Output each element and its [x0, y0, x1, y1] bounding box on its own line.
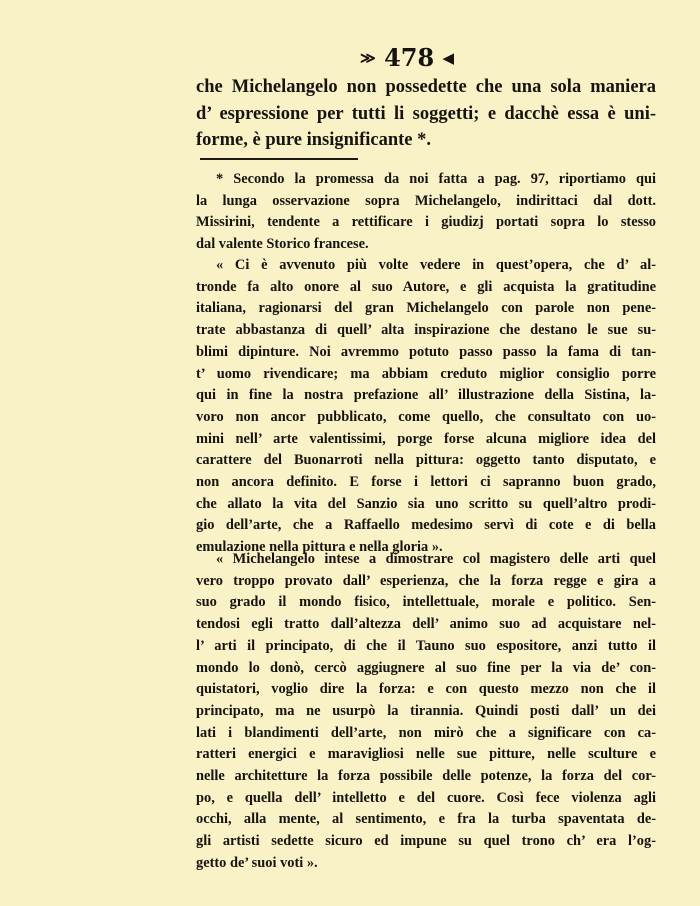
page-number-value: 478: [384, 43, 435, 72]
footnote-line: « Ci è avvenuto più volte vedere in quest’opera, che d’ al-: [216, 257, 656, 273]
footnote-line: suo grado il mondo fisico, intellettuale, morale e politico. Sen-: [196, 594, 656, 611]
footnote-paragraph-2: [196, 549, 656, 875]
footnote-line: getto de’ suoi voti ».: [196, 854, 318, 871]
footnote-line: nelle architetture la forza possibile delle potenze, la forza del cor-: [196, 768, 656, 785]
footnote-line: dal valente Storico francese.: [196, 236, 369, 253]
right-ornament-icon: ◀: [442, 49, 455, 67]
text-line: d’ espressione per tutti li soggetti; e dacchè essa è uni-: [196, 103, 656, 124]
footnote-line: italiana, ragionarsi del gran Michelangelo con parole non pene-: [196, 300, 656, 317]
footnote-line: qui in fine la nostra prefazione all’ illustrazione della Sistina, la-: [196, 387, 656, 404]
footnote-line: vero troppo provato dall’ esperienza, che la forza regge e gira a: [196, 572, 656, 589]
footnote-line: * Secondo la promessa da noi fatta a pag. 97, riportiamo qui: [216, 171, 656, 187]
footnote-line: Missirini, tendente a rettificare i giudizj portati sopra lo stesso: [196, 214, 656, 231]
footnote-line: quistatori, voglio dire la forza: e con questo mezzo non che il: [196, 681, 656, 698]
footnote-line: lati i blandimenti dell’arte, non mirò che a significare con ca-: [196, 724, 656, 741]
footnote-line: occhi, alla mente, al sentimento, e fra la turba spaventata de-: [196, 811, 656, 828]
footnote-divider: [200, 158, 358, 160]
footnote-line: po, e quella dell’ intelletto e del cuore. Così fece violenza agli: [196, 789, 656, 806]
footnote-line: la lunga osservazione sopra Michelangelo, indirittaci dal dott.: [196, 192, 656, 209]
text-line: forme, è pure insignificante *.: [196, 130, 431, 150]
footnote-line: trate abbastanza di quell’ alta inspirazione che destano le sue su-: [196, 322, 656, 339]
footnote-line: l’ arti il principato, di che il Tauno suo espositore, anzi tutto il: [196, 637, 656, 654]
footnote-line: tronde fa alto onore al suo Autore, e gli acquista la gratitudine: [196, 278, 656, 295]
main-text: [196, 74, 656, 154]
footnote-line: principato, ma ne usurpò la tirannia. Quindi posti dall’ un dei: [196, 702, 656, 719]
footnote-line: carattere del Buonarroti nella pittura: oggetto tanto disputato, e: [196, 452, 656, 469]
footnote-line: tendosi egli tratto dall’altezza dell’ animo suo ad acquistare nel-: [196, 616, 656, 633]
footnote-line: emulazione nella pittura e nella gloria ».: [196, 539, 443, 556]
footnote-line: t’ uomo rivendicare; ma abbiam creduto miglior consiglio porre: [196, 365, 656, 382]
footnote-line: voro non ancor pubblicato, come quello, che consultato con uo-: [196, 408, 656, 425]
footnote-line: che allato la vita del Sanzio sia uno scritto su quell’altro prodi-: [196, 495, 656, 512]
footnote-line: gio dell’arte, che a Raffaello medesimo servì di cote e di bella: [196, 517, 656, 534]
footnote-line: « Michelangelo intese a dimostrare col magistero delle arti quel: [216, 551, 656, 567]
footnote-line: gli artisti sedette sicuro ed impune su quel trono ch’ era l’og-: [196, 833, 656, 850]
page-number: [360, 44, 470, 72]
text-line: che Michelangelo non possedette che una sola maniera: [196, 77, 656, 97]
footnote-line: ratteri energici e maravigliosi nelle sue pitture, nelle sculture e: [196, 746, 656, 763]
footnote-line: blimi dipinture. Noi avremmo potuto passo passo la fama di tan-: [196, 343, 656, 360]
footnote-line: mondo lo donò, cercò aggiugnere al suo fine per la via de’ con-: [196, 659, 656, 676]
footnote-line: mini nell’ arte valentissimi, porge forse alcuna migliore idea del: [196, 430, 656, 447]
left-ornament-icon: ≫: [360, 49, 376, 67]
footnote-intro: [196, 169, 656, 256]
footnote-paragraph-1: [196, 255, 656, 559]
footnote-line: non ancora definito. E forse i lettori ci sapranno buon grado,: [196, 474, 656, 491]
